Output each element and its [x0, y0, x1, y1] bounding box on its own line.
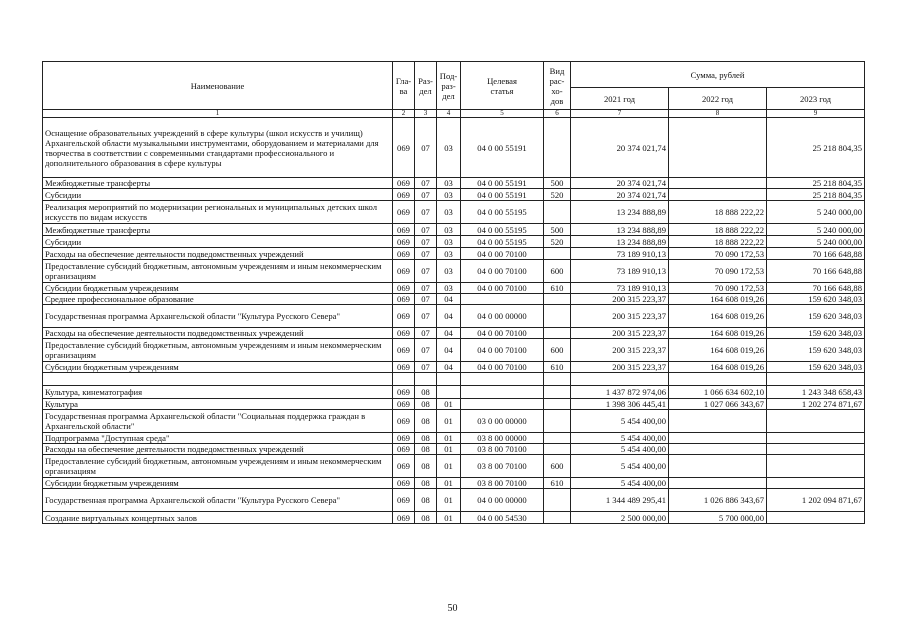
cell-s2 — [669, 373, 767, 386]
cell-s1: 200 315 223,37 — [571, 328, 669, 339]
cell-p: 03 — [437, 236, 461, 248]
table-row — [43, 489, 865, 512]
header-name: Наименование — [43, 62, 393, 110]
cell-name: Культура — [43, 399, 393, 410]
cell-v — [544, 328, 571, 339]
cell-g: 069 — [393, 433, 415, 444]
table-row — [43, 294, 865, 305]
cell-g: 069 — [393, 489, 415, 512]
cell-s3: 1 243 348 658,43 — [767, 386, 865, 399]
cell-g: 069 — [393, 201, 415, 224]
cell-s2: 70 090 172,53 — [669, 260, 767, 283]
cell-name: Реализация мероприятий по модернизации региональных и муниципальных детских школ искусств по видам искусств — [43, 201, 393, 224]
cell-name: Субсидии бюджетным учреждениям — [43, 283, 393, 294]
cell-s1: 1 398 306 445,41 — [571, 399, 669, 410]
cell-t — [461, 294, 544, 305]
cell-p: 03 — [437, 201, 461, 224]
cell-t — [461, 386, 544, 399]
cell-p: 04 — [437, 305, 461, 328]
table-row — [43, 305, 865, 328]
cell-s3: 159 620 348,03 — [767, 294, 865, 305]
cell-s3: 5 240 000,00 — [767, 236, 865, 248]
table-row — [43, 224, 865, 236]
cell-s3 — [767, 433, 865, 444]
cell-r: 08 — [415, 386, 437, 399]
cell-s2: 1 027 066 343,67 — [669, 399, 767, 410]
cell-s3 — [767, 410, 865, 433]
cell-name: Субсидии — [43, 236, 393, 248]
cell-p: 01 — [437, 512, 461, 524]
cell-s3: 5 240 000,00 — [767, 201, 865, 224]
cell-s2: 164 608 019,26 — [669, 362, 767, 373]
cell-s2: 70 090 172,53 — [669, 248, 767, 260]
cell-s1 — [571, 373, 669, 386]
table-body — [43, 118, 865, 524]
cell-g: 069 — [393, 305, 415, 328]
column-number: 2 — [393, 110, 415, 118]
cell-v — [544, 305, 571, 328]
table-row — [43, 283, 865, 294]
cell-t — [461, 399, 544, 410]
table-row — [43, 399, 865, 410]
cell-name: Государственная программа Архангельской области "Культура Русского Севера" — [43, 305, 393, 328]
header-subsection: Под- раз- дел — [437, 62, 461, 110]
cell-v — [544, 373, 571, 386]
table-row — [43, 260, 865, 283]
cell-s1: 5 454 400,00 — [571, 410, 669, 433]
cell-v: 610 — [544, 283, 571, 294]
cell-v — [544, 433, 571, 444]
cell-p: 01 — [437, 444, 461, 455]
cell-r: 07 — [415, 328, 437, 339]
cell-s2 — [669, 410, 767, 433]
cell-s2: 164 608 019,26 — [669, 328, 767, 339]
cell-name: Субсидии — [43, 189, 393, 201]
cell-t: 04 0 00 70100 — [461, 362, 544, 373]
cell-s2: 164 608 019,26 — [669, 294, 767, 305]
cell-t: 04 0 00 55191 — [461, 178, 544, 189]
cell-p: 03 — [437, 178, 461, 189]
cell-v: 520 — [544, 236, 571, 248]
table-row — [43, 410, 865, 433]
cell-g — [393, 373, 415, 386]
column-number: 5 — [461, 110, 544, 118]
cell-v — [544, 399, 571, 410]
cell-g: 069 — [393, 399, 415, 410]
cell-s3: 1 202 274 871,67 — [767, 399, 865, 410]
cell-s3 — [767, 444, 865, 455]
cell-p: 01 — [437, 410, 461, 433]
cell-s1: 1 437 872 974,06 — [571, 386, 669, 399]
cell-v: 500 — [544, 178, 571, 189]
cell-s1: 13 234 888,89 — [571, 236, 669, 248]
cell-g: 069 — [393, 260, 415, 283]
cell-r: 07 — [415, 178, 437, 189]
cell-v: 500 — [544, 224, 571, 236]
cell-r: 07 — [415, 201, 437, 224]
cell-s3 — [767, 373, 865, 386]
cell-t: 04 0 00 54530 — [461, 512, 544, 524]
cell-v — [544, 444, 571, 455]
cell-t: 04 0 00 55195 — [461, 236, 544, 248]
cell-s1: 5 454 400,00 — [571, 455, 669, 478]
cell-s1: 1 344 489 295,41 — [571, 489, 669, 512]
cell-s3: 159 620 348,03 — [767, 339, 865, 362]
cell-p: 01 — [437, 489, 461, 512]
cell-name: Межбюджетные трансферты — [43, 178, 393, 189]
column-number: 6 — [544, 110, 571, 118]
table-row — [43, 236, 865, 248]
cell-g: 069 — [393, 455, 415, 478]
header-type: Вид рас- хо- дов — [544, 62, 571, 110]
cell-name: Межбюджетные трансферты — [43, 224, 393, 236]
cell-s2: 164 608 019,26 — [669, 305, 767, 328]
budget-table — [42, 61, 865, 524]
cell-t: 04 0 00 00000 — [461, 489, 544, 512]
table-row — [43, 189, 865, 201]
cell-r: 07 — [415, 305, 437, 328]
cell-p: 03 — [437, 224, 461, 236]
cell-s1: 13 234 888,89 — [571, 201, 669, 224]
cell-r: 08 — [415, 410, 437, 433]
table-row — [43, 373, 865, 386]
cell-s1: 73 189 910,13 — [571, 248, 669, 260]
cell-s3 — [767, 478, 865, 489]
cell-r: 08 — [415, 512, 437, 524]
cell-s3: 25 218 804,35 — [767, 178, 865, 189]
table-row — [43, 455, 865, 478]
cell-s1: 20 374 021,74 — [571, 189, 669, 201]
cell-t: 04 0 00 70100 — [461, 283, 544, 294]
cell-v — [544, 410, 571, 433]
cell-p: 01 — [437, 455, 461, 478]
page-number: 50 — [447, 603, 458, 614]
cell-p — [437, 373, 461, 386]
cell-s1: 73 189 910,13 — [571, 260, 669, 283]
cell-s2 — [669, 189, 767, 201]
cell-name: Оснащение образовательных учреждений в сфере культуры (школ искусств и училищ) Архангельской области музыкальными инструментами, оборудованием и материалами для творчества в соответствии с современными стандартами профессионального и дополнительного образования в сфере культуры — [43, 118, 393, 178]
cell-g: 069 — [393, 328, 415, 339]
cell-g: 069 — [393, 236, 415, 248]
cell-r: 08 — [415, 444, 437, 455]
cell-s2 — [669, 444, 767, 455]
cell-t: 04 0 00 55195 — [461, 201, 544, 224]
cell-s2 — [669, 178, 767, 189]
cell-name: Расходы на обеспечение деятельности подведомственных учреждений — [43, 248, 393, 260]
cell-g: 069 — [393, 339, 415, 362]
cell-r: 08 — [415, 455, 437, 478]
cell-s3: 159 620 348,03 — [767, 305, 865, 328]
cell-s1: 20 374 021,74 — [571, 118, 669, 178]
cell-v: 520 — [544, 189, 571, 201]
cell-g: 069 — [393, 118, 415, 178]
cell-s2: 164 608 019,26 — [669, 339, 767, 362]
cell-s3: 25 218 804,35 — [767, 118, 865, 178]
cell-g: 069 — [393, 248, 415, 260]
table-row — [43, 362, 865, 373]
cell-t: 03 8 00 70100 — [461, 478, 544, 489]
cell-r: 07 — [415, 189, 437, 201]
header-chapter: Гла- ва — [393, 62, 415, 110]
cell-name: Расходы на обеспечение деятельности подведомственных учреждений — [43, 444, 393, 455]
cell-name: Создание виртуальных концертных залов — [43, 512, 393, 524]
column-number: 4 — [437, 110, 461, 118]
cell-v: 600 — [544, 455, 571, 478]
header-year-2021: 2021 год — [571, 88, 669, 110]
cell-t — [461, 373, 544, 386]
cell-r: 07 — [415, 339, 437, 362]
cell-name: Культура, кинематография — [43, 386, 393, 399]
cell-v: 610 — [544, 362, 571, 373]
column-number: 8 — [669, 110, 767, 118]
cell-s2: 18 888 222,22 — [669, 236, 767, 248]
cell-s2: 1 066 634 602,10 — [669, 386, 767, 399]
cell-t: 04 0 00 70100 — [461, 248, 544, 260]
cell-r: 07 — [415, 118, 437, 178]
cell-s2: 18 888 222,22 — [669, 201, 767, 224]
cell-s2: 70 090 172,53 — [669, 283, 767, 294]
cell-name: Среднее профессиональное образование — [43, 294, 393, 305]
cell-r: 07 — [415, 362, 437, 373]
cell-s2: 1 026 886 343,67 — [669, 489, 767, 512]
cell-s2 — [669, 455, 767, 478]
table-row — [43, 201, 865, 224]
cell-s3 — [767, 455, 865, 478]
column-number-row — [43, 110, 865, 118]
cell-p: 03 — [437, 248, 461, 260]
cell-t: 04 0 00 70100 — [461, 339, 544, 362]
cell-t: 04 0 00 70100 — [461, 260, 544, 283]
table-row — [43, 512, 865, 524]
cell-g: 069 — [393, 224, 415, 236]
cell-name: Государственная программа Архангельской области "Социальная поддержка граждан в Архангельской области" — [43, 410, 393, 433]
column-number: 7 — [571, 110, 669, 118]
cell-s3: 1 202 094 871,67 — [767, 489, 865, 512]
cell-t: 04 0 00 55191 — [461, 118, 544, 178]
cell-s1: 5 454 400,00 — [571, 444, 669, 455]
header-section: Раз- дел — [415, 62, 437, 110]
table-row — [43, 118, 865, 178]
column-number: 1 — [43, 110, 393, 118]
cell-s3: 70 166 648,88 — [767, 260, 865, 283]
cell-p: 04 — [437, 328, 461, 339]
cell-s2 — [669, 433, 767, 444]
cell-g: 069 — [393, 189, 415, 201]
cell-g: 069 — [393, 362, 415, 373]
cell-r: 08 — [415, 399, 437, 410]
cell-p — [437, 386, 461, 399]
cell-g: 069 — [393, 294, 415, 305]
cell-g: 069 — [393, 478, 415, 489]
cell-p: 03 — [437, 283, 461, 294]
cell-s3: 159 620 348,03 — [767, 328, 865, 339]
cell-r: 08 — [415, 433, 437, 444]
cell-v: 600 — [544, 260, 571, 283]
column-number: 9 — [767, 110, 865, 118]
cell-v — [544, 386, 571, 399]
cell-name: Расходы на обеспечение деятельности подведомственных учреждений — [43, 328, 393, 339]
cell-v — [544, 248, 571, 260]
cell-v — [544, 118, 571, 178]
cell-name: Предоставление субсидий бюджетным, автономным учреждениям и иным некоммерческим организациям — [43, 455, 393, 478]
cell-s3: 70 166 648,88 — [767, 248, 865, 260]
column-number: 3 — [415, 110, 437, 118]
cell-s3 — [767, 512, 865, 524]
cell-g: 069 — [393, 444, 415, 455]
header-sum: Сумма, рублей — [571, 62, 865, 88]
cell-p: 04 — [437, 294, 461, 305]
cell-g: 069 — [393, 512, 415, 524]
cell-p: 03 — [437, 260, 461, 283]
cell-s3: 25 218 804,35 — [767, 189, 865, 201]
cell-name: Предоставление субсидий бюджетным, автономным учреждениям и иным некоммерческим организациям — [43, 339, 393, 362]
cell-s2: 5 700 000,00 — [669, 512, 767, 524]
cell-p: 01 — [437, 478, 461, 489]
cell-p: 01 — [437, 399, 461, 410]
cell-s1: 200 315 223,37 — [571, 305, 669, 328]
cell-v — [544, 294, 571, 305]
cell-v: 610 — [544, 478, 571, 489]
cell-r: 07 — [415, 283, 437, 294]
cell-s3: 70 166 648,88 — [767, 283, 865, 294]
cell-g: 069 — [393, 283, 415, 294]
header-target: Целевая статья — [461, 62, 544, 110]
table-row — [43, 178, 865, 189]
cell-s1: 200 315 223,37 — [571, 339, 669, 362]
cell-s1: 5 454 400,00 — [571, 433, 669, 444]
cell-r: 07 — [415, 236, 437, 248]
table-row — [43, 433, 865, 444]
cell-t: 03 8 00 00000 — [461, 433, 544, 444]
cell-name — [43, 373, 393, 386]
cell-t: 04 0 00 55191 — [461, 189, 544, 201]
cell-name: Субсидии бюджетным учреждениям — [43, 362, 393, 373]
cell-g: 069 — [393, 410, 415, 433]
cell-t: 04 0 00 55195 — [461, 224, 544, 236]
cell-v — [544, 201, 571, 224]
cell-s1: 20 374 021,74 — [571, 178, 669, 189]
cell-s1: 2 500 000,00 — [571, 512, 669, 524]
cell-r: 07 — [415, 248, 437, 260]
cell-t: 04 0 00 70100 — [461, 328, 544, 339]
cell-r — [415, 373, 437, 386]
cell-v — [544, 489, 571, 512]
cell-s1: 5 454 400,00 — [571, 478, 669, 489]
header-year-2023: 2023 год — [767, 88, 865, 110]
table-row — [43, 444, 865, 455]
cell-t: 03 8 00 70100 — [461, 444, 544, 455]
cell-t: 03 0 00 00000 — [461, 410, 544, 433]
cell-r: 08 — [415, 489, 437, 512]
cell-name: Подпрограмма "Доступная среда" — [43, 433, 393, 444]
cell-name: Предоставление субсидий бюджетным, автономным учреждениям и иным некоммерческим организациям — [43, 260, 393, 283]
cell-g: 069 — [393, 178, 415, 189]
cell-name: Субсидии бюджетным учреждениям — [43, 478, 393, 489]
cell-p: 03 — [437, 189, 461, 201]
cell-s3: 159 620 348,03 — [767, 362, 865, 373]
table-row — [43, 328, 865, 339]
table-row — [43, 478, 865, 489]
cell-s3: 5 240 000,00 — [767, 224, 865, 236]
cell-s1: 200 315 223,37 — [571, 362, 669, 373]
cell-t: 04 0 00 00000 — [461, 305, 544, 328]
cell-s2 — [669, 478, 767, 489]
header-year-2022: 2022 год — [669, 88, 767, 110]
table-row — [43, 386, 865, 399]
cell-s1: 200 315 223,37 — [571, 294, 669, 305]
table-row — [43, 248, 865, 260]
table-row — [43, 339, 865, 362]
cell-r: 07 — [415, 260, 437, 283]
cell-s1: 13 234 888,89 — [571, 224, 669, 236]
cell-s1: 73 189 910,13 — [571, 283, 669, 294]
cell-s2 — [669, 118, 767, 178]
cell-p: 01 — [437, 433, 461, 444]
cell-r: 08 — [415, 478, 437, 489]
cell-p: 03 — [437, 118, 461, 178]
cell-v: 600 — [544, 339, 571, 362]
cell-r: 07 — [415, 294, 437, 305]
cell-g: 069 — [393, 386, 415, 399]
cell-r: 07 — [415, 224, 437, 236]
cell-v — [544, 512, 571, 524]
cell-s2: 18 888 222,22 — [669, 224, 767, 236]
cell-p: 04 — [437, 339, 461, 362]
cell-name: Государственная программа Архангельской области "Культура Русского Севера" — [43, 489, 393, 512]
cell-t: 03 8 00 70100 — [461, 455, 544, 478]
cell-p: 04 — [437, 362, 461, 373]
